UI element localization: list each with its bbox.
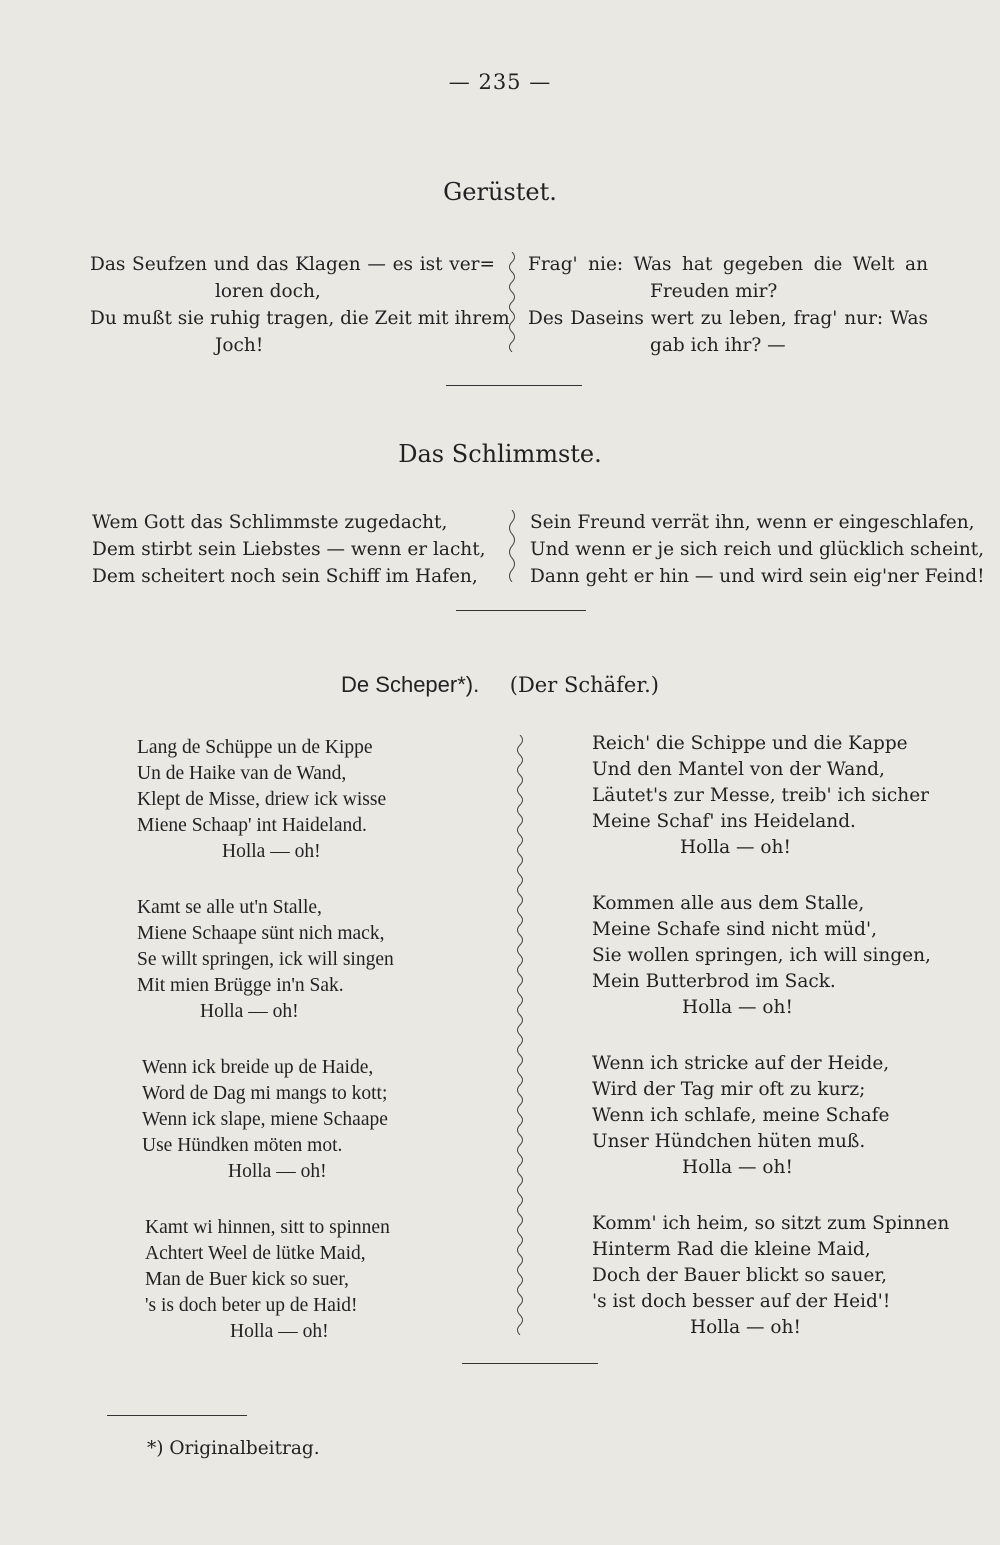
verse-line: Mein Butterbrod im Sack. [592, 971, 836, 992]
verse-line: Frag' nie: Was hat gegeben die Welt an [528, 254, 928, 275]
verse-line: Sein Freund verrät ihn, wenn er eingeschlafen, [530, 512, 975, 533]
verse-line: Meine Schaf' ins Heideland. [592, 811, 856, 832]
verse-line: Das Seufzen und das Klagen — es ist ver= [90, 254, 495, 275]
refrain-line: Holla — oh! [222, 841, 321, 862]
refrain-line: Holla — oh! [682, 1157, 793, 1178]
section-divider [456, 610, 586, 611]
verse-line: Wenn ick slape, miene Schaape [142, 1109, 388, 1130]
verse-line: Se willt springen, ick will singen [137, 949, 394, 970]
verse-line: Des Daseins wert zu leben, frag' nur: Was [528, 308, 928, 329]
verse-line: Wenn ich stricke auf der Heide, [592, 1053, 890, 1074]
verse-line: Du mußt sie ruhig tragen, die Zeit mit ihrem [90, 308, 510, 329]
wavy-divider-icon [513, 735, 527, 1335]
verse-line: Komm' ich heim, so sitzt zum Spinnen [592, 1213, 950, 1234]
verse-line: Achtert Weel de lütke Maid, [145, 1243, 366, 1264]
refrain-line: Holla — oh! [690, 1317, 801, 1338]
verse-line: Wenn ich schlafe, meine Schafe [592, 1105, 890, 1126]
footnote-rule [107, 1415, 247, 1416]
verse-line: Freuden mir? [650, 281, 778, 302]
verse-line: Mit mien Brügge in'n Sak. [137, 975, 344, 996]
verse-line: Doch der Bauer blickt so sauer, [592, 1265, 888, 1286]
verse-line: Joch! [215, 335, 264, 356]
verse-line: Man de Buer kick so suer, [145, 1269, 349, 1290]
footnote: *) Originalbeitrag. [147, 1438, 320, 1459]
verse-line: loren doch, [215, 281, 321, 302]
refrain-line: Holla — oh! [680, 837, 791, 858]
poem-title-main: De Scheper*). [341, 672, 480, 697]
verse-line: Use Hündken möten mot. [142, 1135, 343, 1156]
verse-line: Sie wollen springen, ich will singen, [592, 945, 931, 966]
refrain-line: Holla — oh! [200, 1001, 299, 1022]
verse-line: Un de Haike van de Wand, [137, 763, 347, 784]
verse-line: Dem stirbt sein Liebstes — wenn er lacht, [92, 539, 486, 560]
verse-line: Kamt se alle ut'n Stalle, [137, 897, 322, 918]
verse-line: Wird der Tag mir oft zu kurz; [592, 1079, 866, 1100]
poem-title-geruestet: Gerüstet. [443, 178, 557, 206]
page-number: — 235 — [448, 70, 552, 94]
verse-line: Word de Dag mi mangs to kott; [142, 1083, 388, 1104]
verse-line: Dem scheitert noch sein Schiff im Hafen, [92, 566, 478, 587]
poem-title-scheper [0, 670, 1000, 698]
poem-title-sub: (Der Schäfer.) [509, 673, 659, 697]
poem-title-schlimmste: Das Schlimmste. [398, 440, 602, 468]
refrain-line: Holla — oh! [682, 997, 793, 1018]
verse-line: Miene Schaap' int Haideland. [137, 815, 367, 836]
verse-line: Und wenn er je sich reich und glücklich scheint, [530, 539, 985, 560]
verse-line: Reich' die Schippe und die Kappe [592, 733, 908, 754]
verse-line: Miene Schaape sünt nich mack, [137, 923, 385, 944]
verse-line: 's ist doch besser auf der Heid'! [592, 1291, 891, 1312]
wavy-divider-icon [505, 510, 519, 582]
verse-line: Kamt wi hinnen, sitt to spinnen [145, 1217, 390, 1238]
verse-line: Dann geht er hin — und wird sein eig'ner Feind! [530, 566, 985, 587]
verse-line: Kommen alle aus dem Stalle, [592, 893, 865, 914]
verse-line: Und den Mantel von der Wand, [592, 759, 885, 780]
section-divider [462, 1363, 598, 1364]
wavy-divider-icon [505, 252, 519, 352]
verse-line: Wenn ick breide up de Haide, [142, 1057, 374, 1078]
verse-line: Wem Gott das Schlimmste zugedacht, [92, 512, 448, 533]
section-divider [446, 385, 582, 386]
verse-line: Klept de Misse, driew ick wisse [137, 789, 387, 810]
verse-line: Läutet's zur Messe, treib' ich sicher [592, 785, 929, 806]
verse-line: Hinterm Rad die kleine Maid, [592, 1239, 871, 1260]
refrain-line: Holla — oh! [228, 1161, 327, 1182]
verse-line: 's is doch beter up de Haid! [145, 1295, 358, 1316]
verse-line: gab ich ihr? — [650, 335, 786, 356]
refrain-line: Holla — oh! [230, 1321, 329, 1342]
verse-line: Meine Schafe sind nicht müd', [592, 919, 877, 940]
verse-line: Unser Hündchen hüten muß. [592, 1131, 866, 1152]
verse-line: Lang de Schüppe un de Kippe [137, 737, 373, 758]
